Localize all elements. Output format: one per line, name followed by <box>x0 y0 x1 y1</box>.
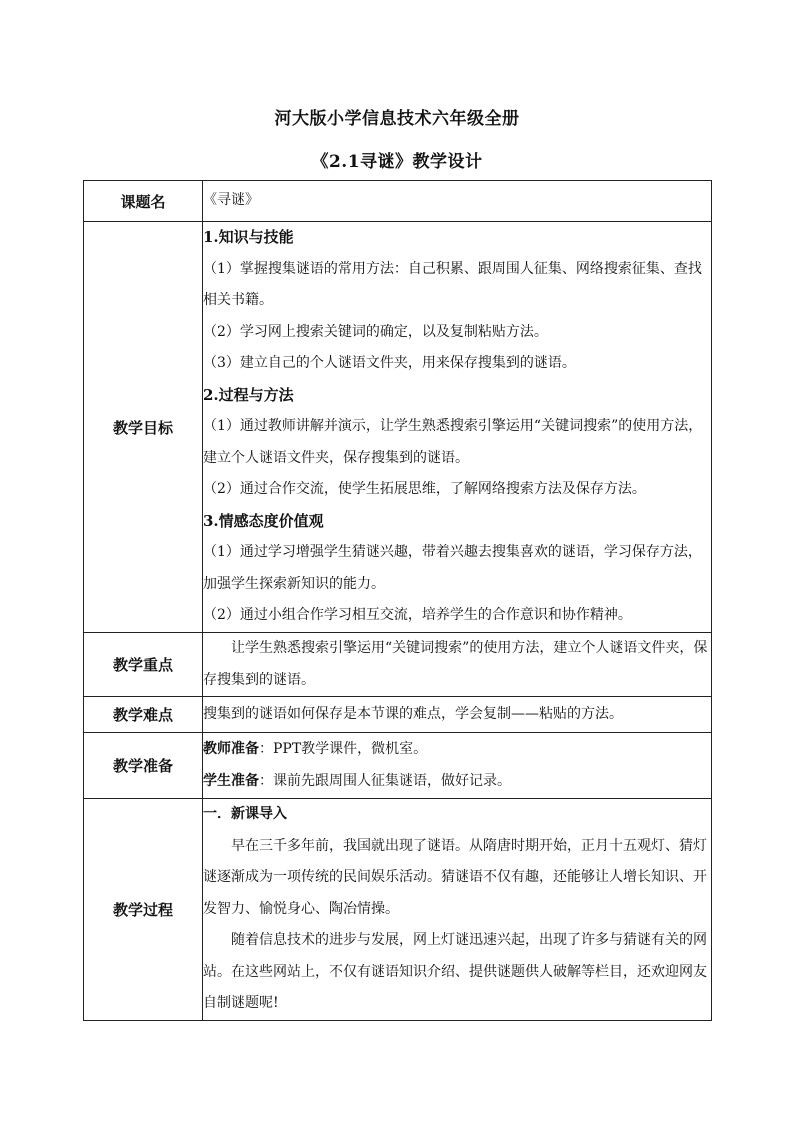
teacher-prep-text: ：PPT教学课件，微机室。 <box>259 741 428 757</box>
goals-content <box>203 222 712 633</box>
table-row-process <box>84 799 712 1021</box>
goal-1c: （3）建立自己的个人谜语文件夹，用来保存搜集到的谜语。 <box>203 355 576 372</box>
goal-2a: （1）通过教师讲解并演示，让学生熟悉搜索引擎运用“关键词搜索”的使用方法，建立个人谜语文件夹，保存搜集到的谜语。 <box>203 418 703 466</box>
preparation-content <box>203 733 712 799</box>
student-prep-label: 学生准备 <box>203 772 259 789</box>
student-preparation <box>203 766 711 798</box>
goal-1b: （2）学习网上搜索关键词的确定，以及复制粘贴方法。 <box>203 323 548 340</box>
process-paragraph-2: 随着信息技术的进步与发展，网上灯谜迅速兴起，出现了许多与猜谜有关的网站。在这些网站上，不仅有谜语知识介绍、提供谜题供人破解等栏目，还欢迎网友自制谜题呢! <box>203 932 707 1011</box>
lesson-plan-table <box>83 180 712 1021</box>
row-label-difficulty: 教学难点 <box>84 697 203 733</box>
process-heading: 一．新课导入 <box>203 806 287 822</box>
table-row-preparation <box>84 733 712 799</box>
row-label-preparation: 教学准备 <box>84 733 203 799</box>
goals-heading-knowledge: 1.知识与技能 <box>203 228 294 247</box>
row-label-key-point: 教学重点 <box>84 633 203 697</box>
goal-2b: （2）通过合作交流，使学生拓展思维，了解网络搜索方法及保存方法。 <box>203 481 646 498</box>
table-row-topic <box>84 181 712 222</box>
difficulty-text: 搜集到的谜语如何保存是本节课的难点，学会复制——粘贴的方法。 <box>203 705 623 722</box>
table-row-key-point <box>84 633 712 697</box>
teacher-preparation <box>203 734 711 766</box>
key-point-text: 让学生熟悉搜索引擎运用“关键词搜索”的使用方法，建立个人谜语文件夹，保存搜集到的谜语。 <box>203 640 708 688</box>
table-row-goals <box>84 222 712 633</box>
student-prep-text: ：课前先跟周围人征集谜语，做好记录。 <box>259 772 511 789</box>
topic-text: 《寻谜》 <box>203 192 259 209</box>
key-point-content <box>203 633 712 697</box>
goal-3b: （2）通过小组合作学习相互交流，培养学生的合作意识和协作精神。 <box>203 607 632 624</box>
difficulty-content <box>203 697 712 733</box>
document-subtitle: 《2.1寻谜》教学设计 <box>311 152 483 172</box>
document-title: 河大版小学信息技术六年级全册 <box>274 109 520 129</box>
goals-heading-attitude: 3.情感态度价值观 <box>203 511 324 530</box>
goal-1a: （1）掌握搜集谜语的常用方法：自己积累、跟周围人征集、网络搜索征集、查找相关书籍。 <box>203 260 702 309</box>
process-paragraph-1: 早在三千多年前，我国就出现了谜语。从隋唐时期开始，正月十五观灯、猜灯谜逐渐成为一项传统的民间娱乐活动。猜谜语不仅有趣，还能够让人增长知识、开发智力、愉悦身心、陶冶情操。 <box>203 837 707 917</box>
row-label-goals: 教学目标 <box>84 222 203 633</box>
goal-3a: （1）通过学习增强学生猜谜兴趣，带着兴趣去搜集喜欢的谜语，学习保存方法，加强学生探索新知识的能力。 <box>203 544 702 592</box>
teacher-prep-label: 教师准备 <box>203 741 259 757</box>
goals-heading-process: 2.过程与方法 <box>203 385 294 404</box>
process-content <box>203 799 712 1021</box>
table-row-difficulty <box>84 697 712 733</box>
row-label-process: 教学过程 <box>84 799 203 1021</box>
topic-value <box>203 181 712 222</box>
row-label-topic: 课题名 <box>84 181 203 222</box>
